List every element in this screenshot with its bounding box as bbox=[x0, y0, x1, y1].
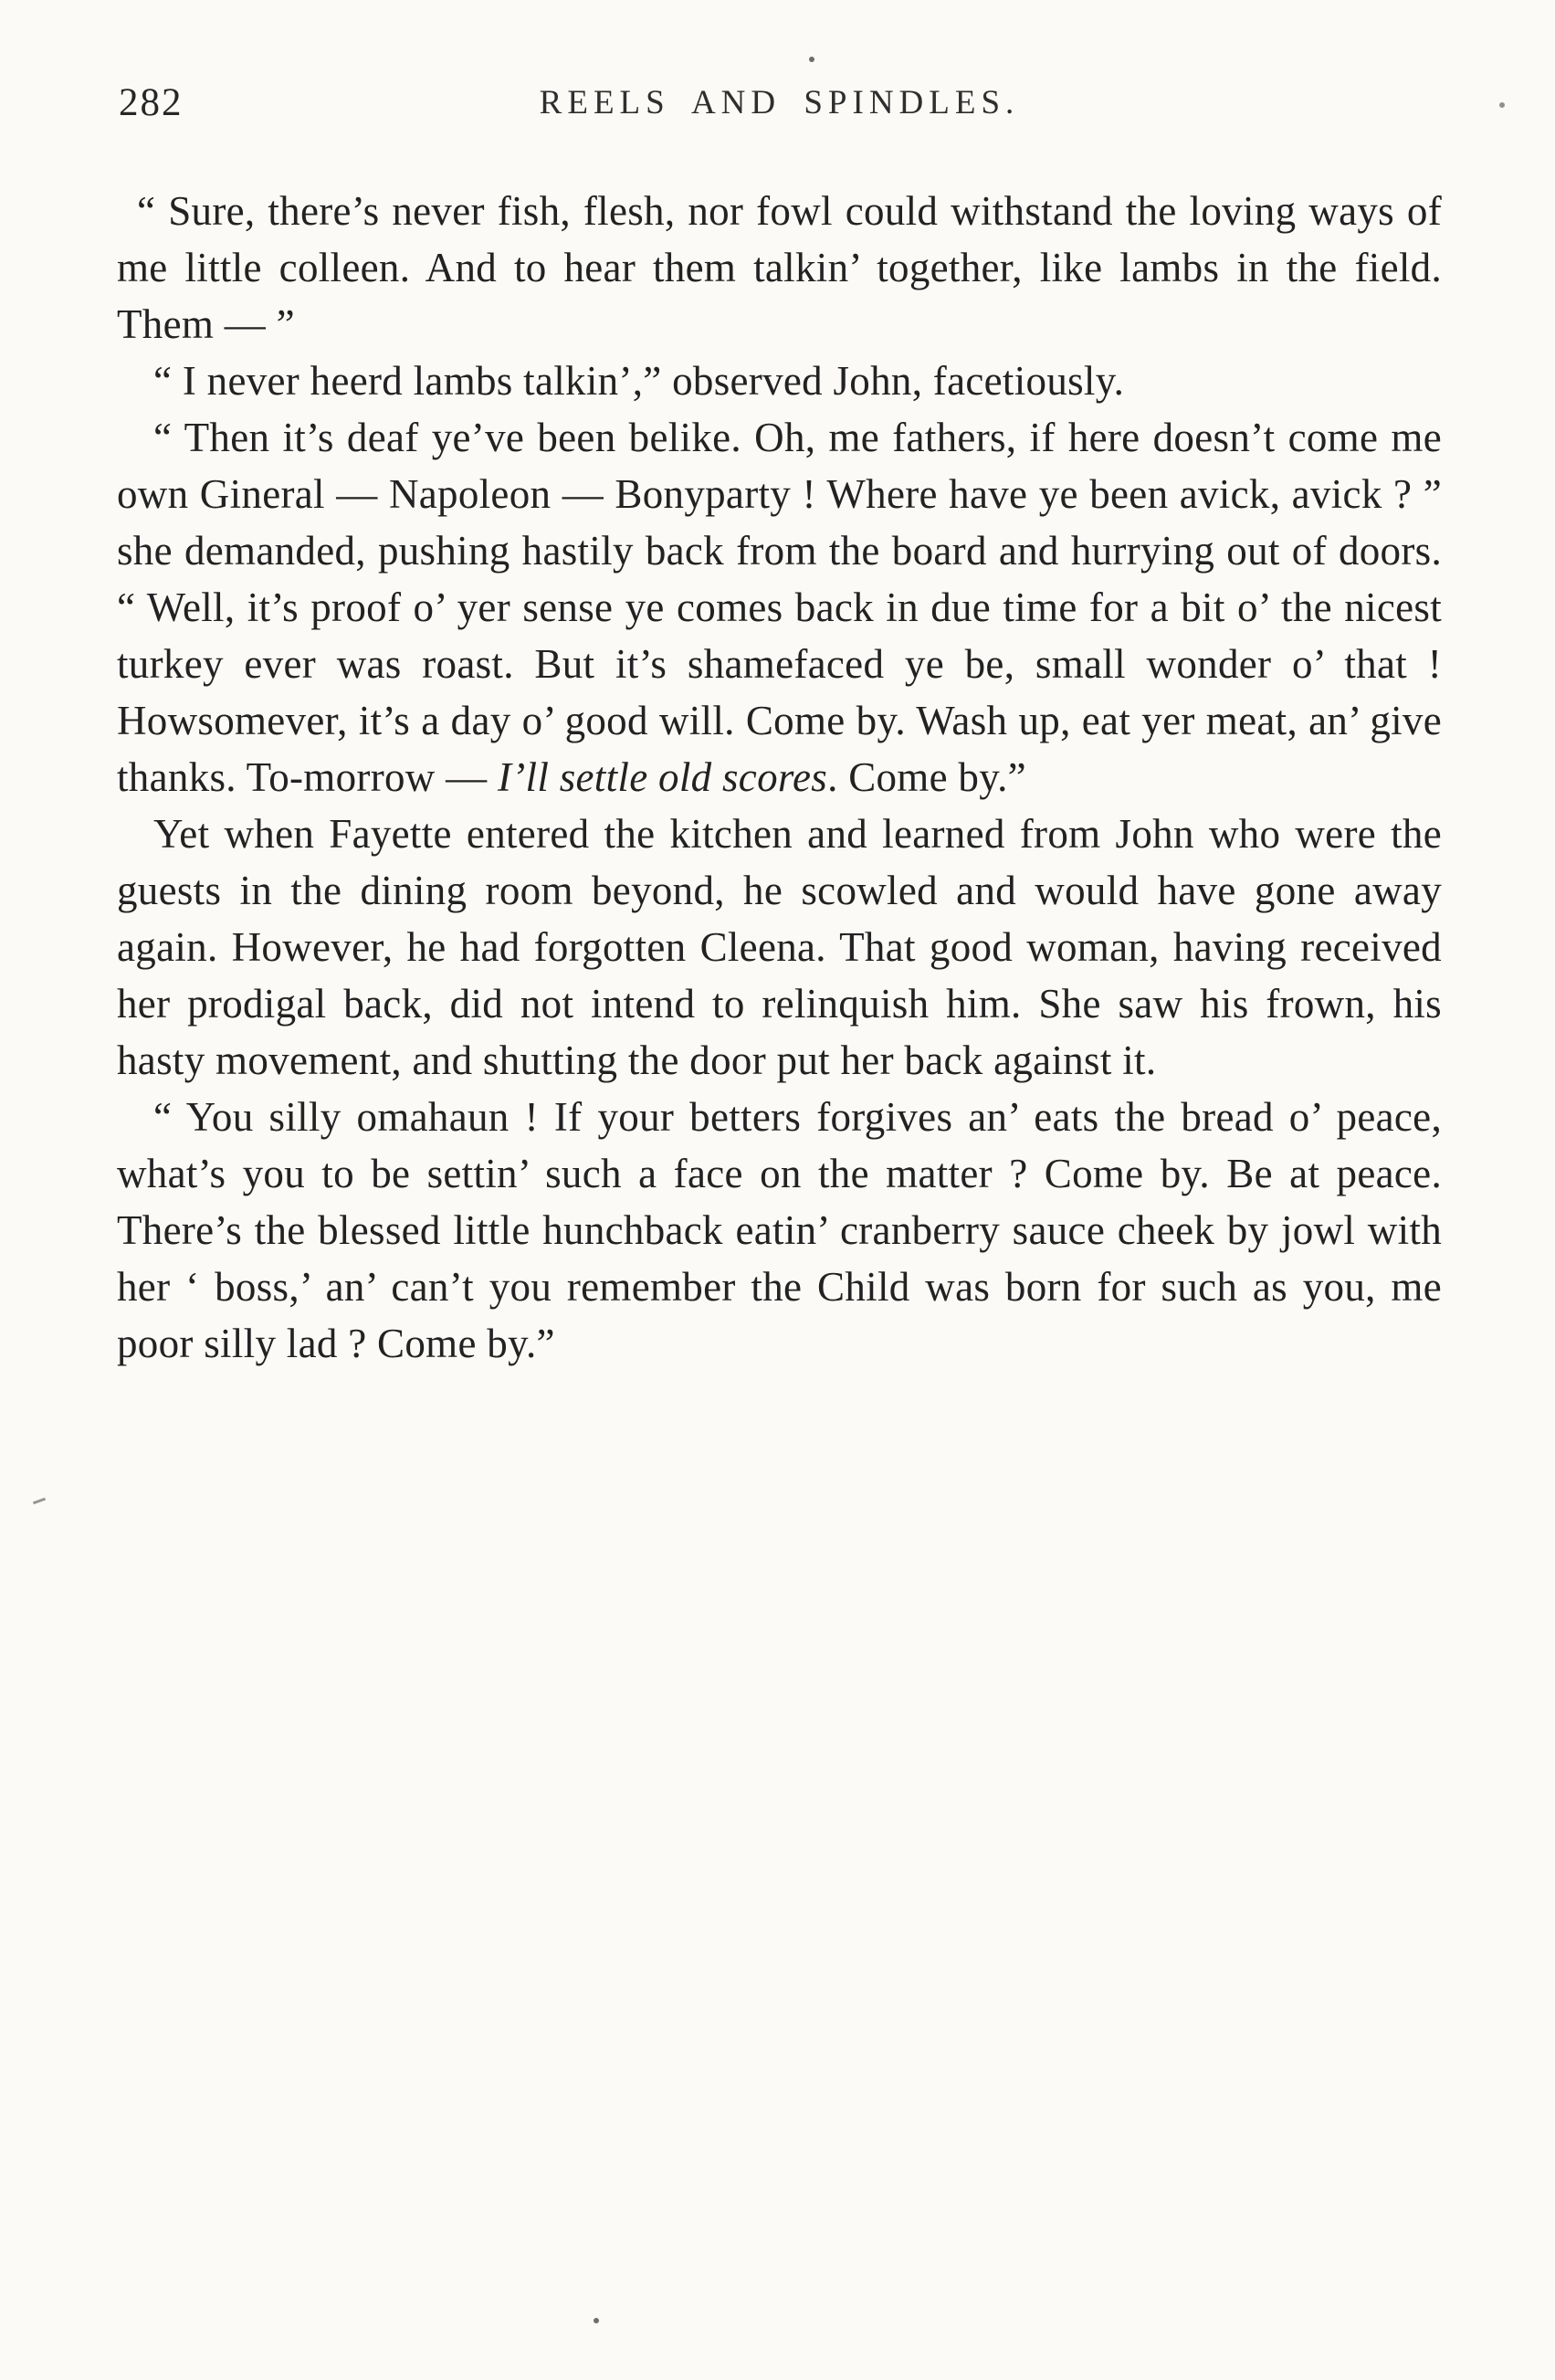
page-number: 282 bbox=[119, 81, 184, 124]
paragraph bbox=[117, 409, 1442, 806]
running-header-title: REELS AND SPINDLES. bbox=[539, 84, 1020, 121]
paragraph-segment: . Come by.” bbox=[827, 754, 1026, 800]
paragraph: “ Sure, there’s never fish, flesh, nor fowl could withstand the loving ways of me little colleen. And to hear them talkin’ together, like lambs in the field. Them — ” bbox=[117, 188, 1442, 347]
paragraph-segment: “ Then it’s deaf ye’ve been belike. Oh, me fathers, if here doesn’t come me own Gineral — Napoleon — Bonyparty ! Where have ye been avick, avick ? ” she demanded, pushing hastily back from the board and hurrying out of doors. “ Well, it’s proof o’ yer sense ye comes back in due time for a bit o’ the nicest turkey ever was roast. But it’s shamefaced ye be, small wonder o’ that ! Howsomever, it’s a day o’ good will. Come by. Wash up, eat yer meat, an’ give thanks. To-morrow — bbox=[117, 415, 1442, 800]
paragraph-segment-italic: I’ll settle old scores bbox=[497, 754, 828, 800]
paragraph: Yet when Fayette entered the kitchen and learned from John who were the guests in the dining room beyond, he scowled and would have gone away again. However, he had forgotten Cleena. That good woman, having received her prodigal back, did not intend to relinquish him. She saw his frown, his hasty movement, and shutting the door put her back against it. bbox=[117, 811, 1442, 1083]
paragraph: “ You silly omahaun ! If your betters forgives an’ eats the bread o’ peace, what’s you to be settin’ such a face on the matter ? Come by. Be at peace. There’s the blessed little hunchback eatin’ cranberry sauce cheek by jowl with her ‘ boss,’ an’ can’t you remember the Child was born for such as you, me poor silly lad ? Come by.” bbox=[117, 1094, 1442, 1366]
paragraph: “ I never heerd lambs talkin’,” observed John, facetiously. bbox=[153, 358, 1125, 404]
running-header bbox=[117, 80, 1442, 135]
page-body-text bbox=[117, 183, 1442, 1372]
scan-artifact-dot bbox=[809, 57, 814, 62]
scan-artifact-dot bbox=[1499, 102, 1505, 108]
scan-artifact-mark bbox=[33, 1498, 46, 1505]
scan-artifact-dot bbox=[594, 2318, 599, 2323]
